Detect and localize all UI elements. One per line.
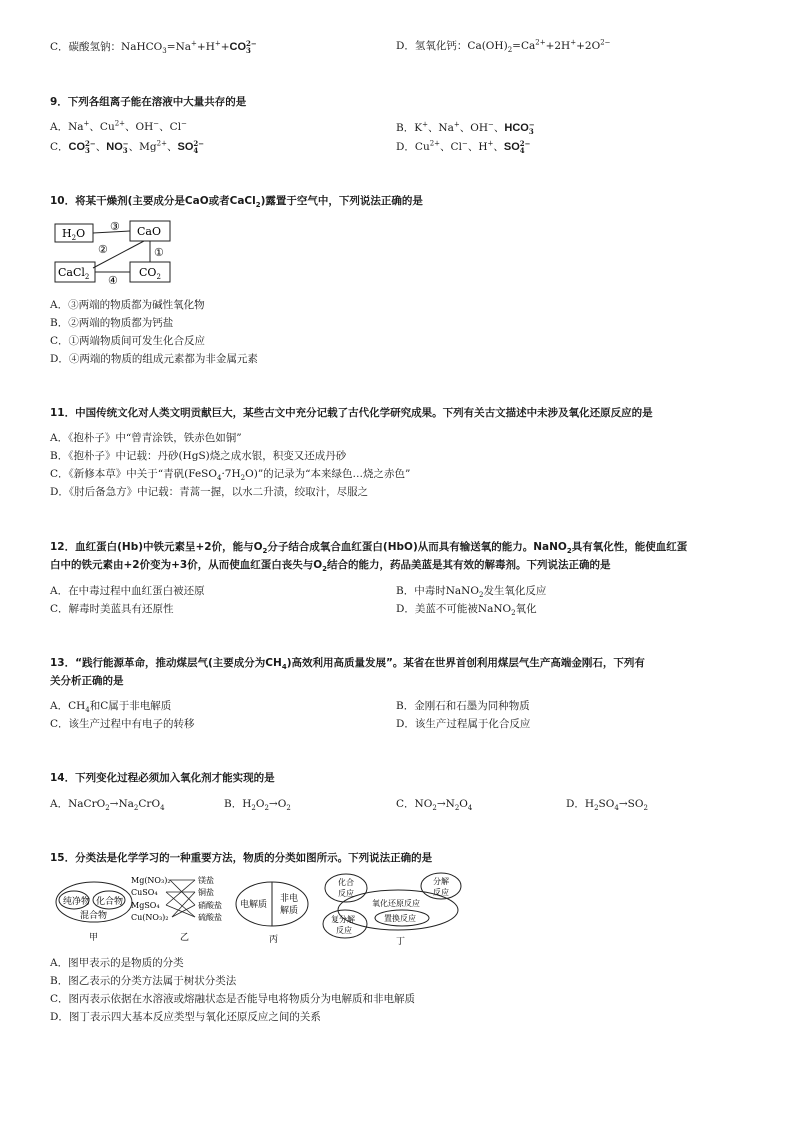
ding-double-2: 反应 <box>336 926 352 935</box>
q12-option-c[interactable]: C．解毒时美蓝具有还原性 <box>50 603 174 615</box>
h2o-label: $H_2O$ <box>62 227 86 242</box>
q13-option-c[interactable]: C．该生产过程中有电子的转移 <box>50 718 195 730</box>
yi-right-3: 硝酸盐 <box>198 901 222 910</box>
q10-option-b[interactable]: B．②两端的物质都为钙盐 <box>50 317 174 329</box>
q12-option-d[interactable]: D．美蓝不可能被NaNO$_2$氧化 <box>396 603 537 618</box>
q15-option-c[interactable]: C．图丙表示依据在水溶液或熔融状态是否能导电将物质分为电解质和非电解质 <box>50 993 416 1005</box>
q10-stem: 10．将某干燥剂(主要成分是CaO或者CaCl$_2$)露置于空气中，下列说法正确的是 <box>50 195 423 210</box>
yi-caption: 乙 <box>180 933 190 943</box>
q8-option-d[interactable]: D．氢氧化钙：$Ca(OH)_2=Ca^{2+}+2H^++2O^{2-}$ <box>396 38 611 55</box>
ding-caption: 丁 <box>396 937 406 946</box>
q15-figure-ding <box>312 870 472 946</box>
q12-option-b[interactable]: B．中毒时NaNO$_2$发生氧化反应 <box>396 585 547 600</box>
yi-left-3: MgSO₄ <box>131 901 160 910</box>
ding-decomp-2: 反应 <box>433 888 449 897</box>
q13-option-d[interactable]: D．该生产过程属于化合反应 <box>396 718 531 730</box>
q10-option-a[interactable]: A．③两端的物质都为碱性氧化物 <box>50 299 205 311</box>
ding-replace: 置换反应 <box>384 914 416 923</box>
q15-stem: 15．分类法是化学学习的一种重要方法，物质的分类如图所示。下列说法正确的是 <box>50 852 433 864</box>
q14-option-b[interactable]: B．$H_2O_2\to O_2$ <box>224 798 291 813</box>
q15-option-b[interactable]: B．图乙表示的分类方法属于树状分类法 <box>50 975 237 987</box>
bing-right-2: 解质 <box>280 906 299 916</box>
q11-option-c[interactable]: C．《新修本草》中关于“青矾$(FeSO_4\cdot 7H_2O)$”的记录为“本来绿色…烧之赤色” <box>50 468 411 483</box>
carbonate-ion: CO <box>229 41 247 53</box>
jia-mixture: 混合物 <box>80 911 108 921</box>
q15-option-d[interactable]: D．图丁表示四大基本反应类型与氧化还原反应之间的关系 <box>50 1011 321 1023</box>
cao-label: CaO <box>137 225 161 238</box>
yi-right-4: 硫酸盐 <box>198 913 222 922</box>
q9-option-b[interactable]: B．K+、Na+、OH−、HCO− 3 <box>396 120 535 136</box>
q14-option-c[interactable]: C．$NO_2\to N_2O_4$ <box>396 798 473 813</box>
marker-3: ③ <box>110 220 120 233</box>
q12-stem-line1: 12．血红蛋白(Hb)中铁元素呈+2价，能与$O_2$分子结合成氧合血红蛋白(HbO)从而具有输送氧的能力。NaNO$_2$具有氧化性，能使血红蛋 <box>50 541 688 556</box>
q10-option-d[interactable]: D．④两端的物质的组成元素都为非金属元素 <box>50 353 258 365</box>
jia-compound: 化合物 <box>96 897 124 907</box>
ding-combine-1: 化合 <box>338 878 354 887</box>
ding-decomp-1: 分解 <box>433 877 449 886</box>
ding-combine-2: 反应 <box>338 889 354 898</box>
q12-option-a[interactable]: A．在中毒过程中血红蛋白被还原 <box>50 585 205 597</box>
yi-left-2: CuSO₄ <box>131 888 158 897</box>
q9-stem: 9．下列各组离子能在溶液中大量共存的是 <box>50 96 247 108</box>
q13-stem-line2: 关分析正确的是 <box>50 675 124 687</box>
marker-4: ④ <box>108 274 118 284</box>
q11-stem: 11．中国传统文化对人类文明贡献巨大，某些古文中充分记载了古代化学研究成果。下列有关古文描述中未涉及氧化还原反应的是 <box>50 407 653 419</box>
yi-left-4: Cu(NO₃)₂ <box>131 913 169 922</box>
q9-option-d[interactable]: D．$Cu^{2+}$、Cl−、H+、SO2− 4 <box>396 139 531 155</box>
q10-option-c[interactable]: C．①两端物质间可发生化合反应 <box>50 335 206 347</box>
q11-option-a[interactable]: A．《抱朴子》中“曾青涂铁，铁赤色如铜” <box>50 432 242 444</box>
q13-option-a[interactable]: A．$CH_4$和C属于非电解质 <box>50 700 172 715</box>
yi-right-1: 镁盐 <box>198 876 214 885</box>
ding-redox: 氧化还原反应 <box>372 899 420 908</box>
q13-stem-line1: 13．“践行能源革命，推动煤层气(主要成分为$CH_4$)高效利用高质量发展”。某省在世界首创利用煤层气生产高端金刚石，下列有 <box>50 657 645 672</box>
co2-label: $CO_2$ <box>139 266 161 281</box>
q14-option-a[interactable]: A．$NaCrO_2\to Na_2CrO_4$ <box>50 798 165 813</box>
jia-pure: 纯净物 <box>63 897 91 907</box>
q9-option-a[interactable]: A．Na+、$Cu^{2+}$、OH−、Cl− <box>50 119 187 133</box>
yi-left-1: Mg(NO₃)₂ <box>131 876 171 885</box>
cacl2-label: CaCl$_2$ <box>58 266 90 281</box>
marker-2: ② <box>98 243 108 256</box>
q12-stem-line2: 白中的铁元素由+2价变为+3价，从而使血红蛋白丧失与$O_2$结合的能力，药品美蓝是其有效的解毒剂。下列说法正确的是 <box>50 559 611 574</box>
marker-1: ① <box>154 246 164 259</box>
ding-double-1: 复分解 <box>331 915 355 924</box>
q15-figure-bing <box>234 878 314 944</box>
q14-option-d[interactable]: D．$H_2SO_4\to SO_2$ <box>566 798 648 813</box>
q13-option-b[interactable]: B．金刚石和石墨为同种物质 <box>396 700 530 712</box>
q11-option-b[interactable]: B．《抱朴子》中记载：丹砂(HgS)烧之成水银，积变又还成丹砂 <box>50 450 347 462</box>
q15-figure-jia <box>54 878 134 944</box>
jia-caption: 甲 <box>89 933 99 943</box>
q9-option-c[interactable]: C．CO2− 3 、NO− 3、$Mg^{2+}$、SO2− 4 <box>50 139 205 155</box>
q11-option-d[interactable]: D．《肘后备急方》中记载：青蒿一握，以水二升渍，绞取汁，尽服之 <box>50 486 369 498</box>
bing-caption: 丙 <box>269 935 279 944</box>
yi-right-2: 铜盐 <box>198 888 214 897</box>
q15-option-a[interactable]: A．图甲表示的是物质的分类 <box>50 957 184 969</box>
bing-left: 电解质 <box>240 900 268 910</box>
q14-stem: 14．下列变化过程必须加入氧化剂才能实现的是 <box>50 772 275 784</box>
q10-diagram <box>54 218 174 284</box>
q15-figure-yi <box>130 872 240 944</box>
q8-option-c[interactable]: C．碳酸氢钠：NaHCO$_3$=Na++H++CO2− 3 <box>50 39 257 56</box>
bing-right-1: 非电 <box>280 894 299 904</box>
